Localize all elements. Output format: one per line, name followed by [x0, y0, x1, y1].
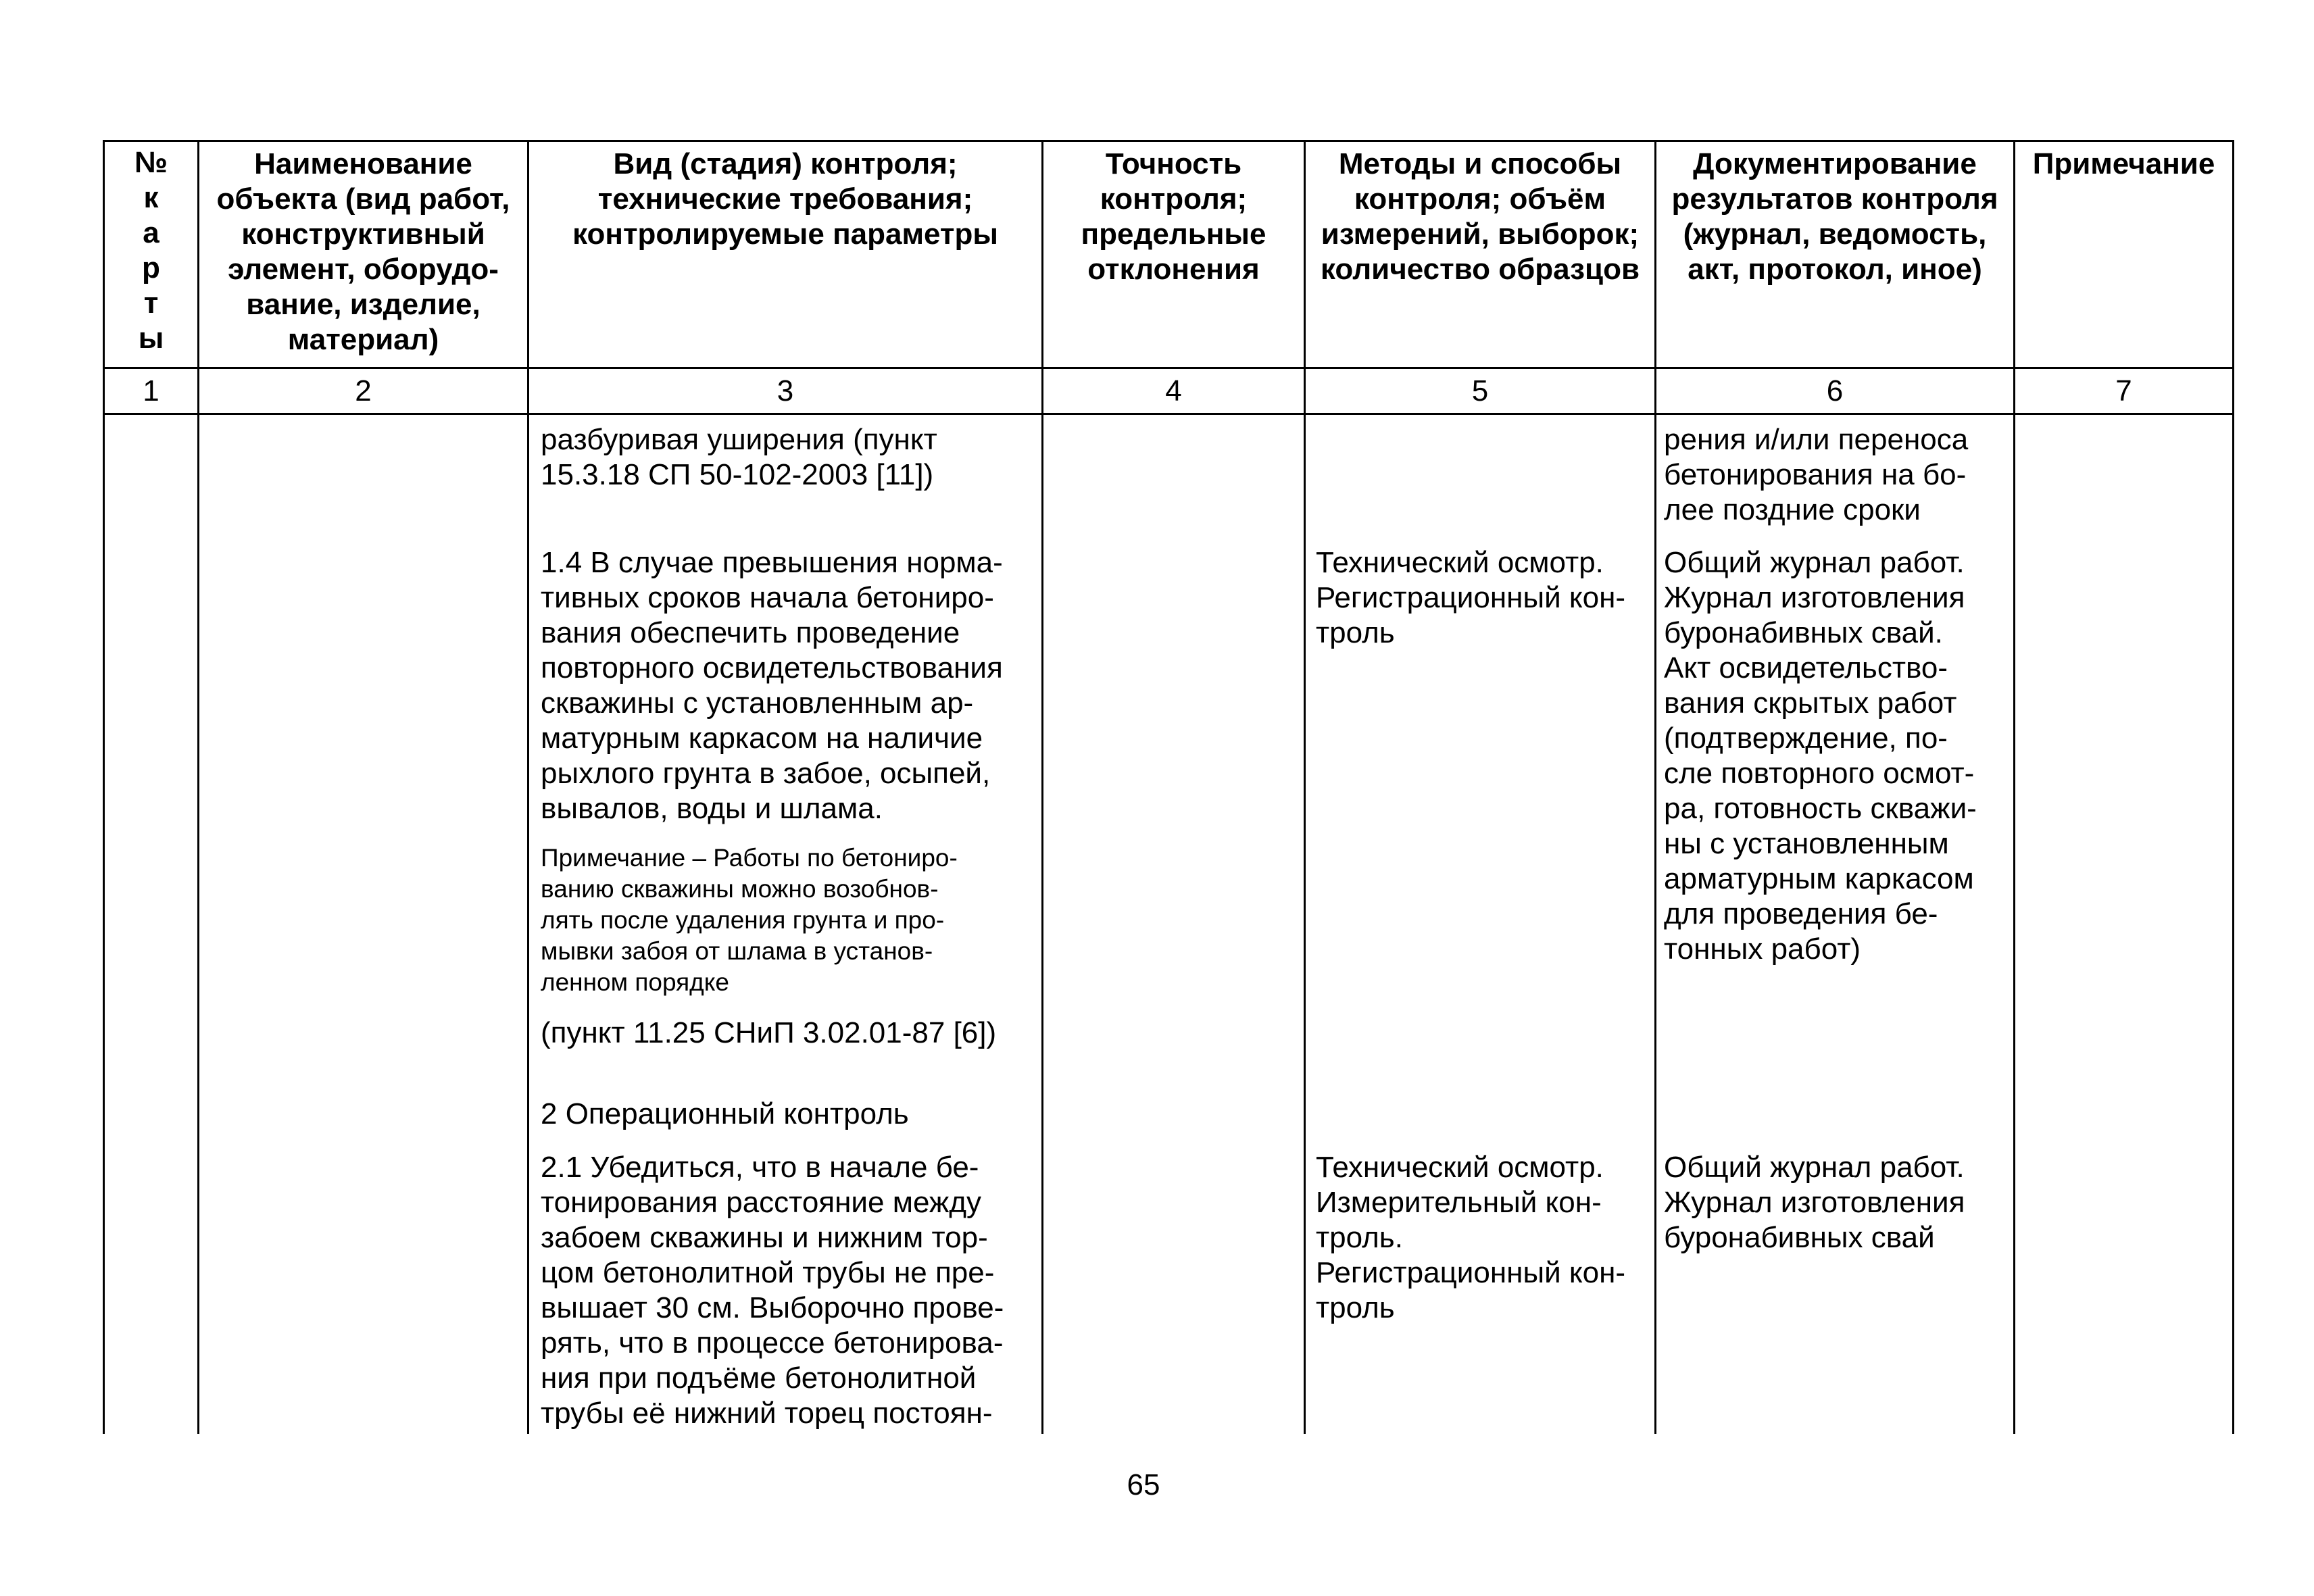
note-text: Примечание – Работы по бетониро- ванию скважины можно возобнов- лять после удаления грунта и про- мывки забоя от шлама в установ- ленном порядке	[541, 844, 958, 996]
header-note: Примечание	[2032, 147, 2215, 180]
column-number: 7	[2115, 374, 2132, 407]
header-accuracy: Точность контроля; предельные отклонения	[1081, 147, 1266, 286]
column-number: 6	[1826, 374, 1844, 407]
table-rule	[2013, 140, 2015, 1434]
reference-text: (пункт 11.25 СНиП 3.02.01-87 [6])	[541, 1016, 997, 1049]
table-rule	[1304, 140, 1306, 1434]
table-rule	[1654, 140, 1656, 1434]
control-requirement-text: 2.1 Убедиться, что в начале бе- тонирования расстояние между забоем скважины и нижним тор- цом бетонолитной трубы не пре- вышает 30 см. Выборочно прове- рять, что в процессе бетонирова- ния при подъёме бетонолитной трубы её нижний торец постоян-	[541, 1151, 1004, 1430]
column-number: 4	[1165, 374, 1182, 407]
table-rule	[1041, 140, 1043, 1434]
header-control-type: Вид (стадия) контроля; технические требования; контролируемые параметры	[572, 147, 998, 251]
table-rule	[103, 413, 2234, 415]
control-method-text: Технический осмотр. Регистрационный кон- троль	[1316, 546, 1626, 649]
header-card-number: № к а р т ы	[134, 146, 168, 355]
header-documentation: Документирование результатов контроля (журнал, ведомость, акт, протокол, иное)	[1671, 147, 1998, 286]
header-methods: Методы и способы контроля; объём измерений, выборок; количество образцов	[1320, 147, 1640, 286]
documentation-text: Общий журнал работ. Журнал изготовления буронабивных свай. Акт освидетельство- вания скрытых работ (подтверждение, по- сле повторного осмот- ра, готовность скважи- ны с установленным арматурным каркасом для проведения бе- тонных работ)	[1664, 546, 1977, 966]
documentation-text: рения и/или переноса бетонирования на бо- лее поздние сроки	[1664, 423, 1969, 526]
table-rule	[2232, 140, 2234, 1434]
control-requirement-text: 1.4 В случае превышения норма- тивных сроков начала бетониро- вания обеспечить проведение повторного освидетельствования скважины с установленным ар- матурным каркасом на наличие рыхлого грунта в забое, осыпей, вывалов, воды и шлама.	[541, 546, 1003, 825]
header-object-name: Наименование объекта (вид работ, конструктивный элемент, оборудо- вание, изделие, материал)	[216, 147, 510, 356]
table-rule	[103, 367, 2234, 369]
control-table	[103, 140, 2234, 1434]
column-number: 3	[777, 374, 794, 407]
table-rule	[103, 140, 2234, 142]
control-requirement-text: разбуривая уширения (пункт 15.3.18 СП 50-102-2003 [11])	[541, 423, 937, 491]
column-number: 5	[1471, 374, 1489, 407]
control-method-text: Технический осмотр. Измерительный кон- троль. Регистрационный кон- троль	[1316, 1151, 1626, 1324]
section-heading: 2 Операционный контроль	[541, 1097, 909, 1130]
column-number: 2	[355, 374, 372, 407]
page-number: 65	[1127, 1468, 1160, 1501]
column-number: 1	[143, 374, 159, 407]
table-rule	[527, 140, 529, 1434]
documentation-text: Общий журнал работ. Журнал изготовления буронабивных свай	[1664, 1151, 1965, 1254]
